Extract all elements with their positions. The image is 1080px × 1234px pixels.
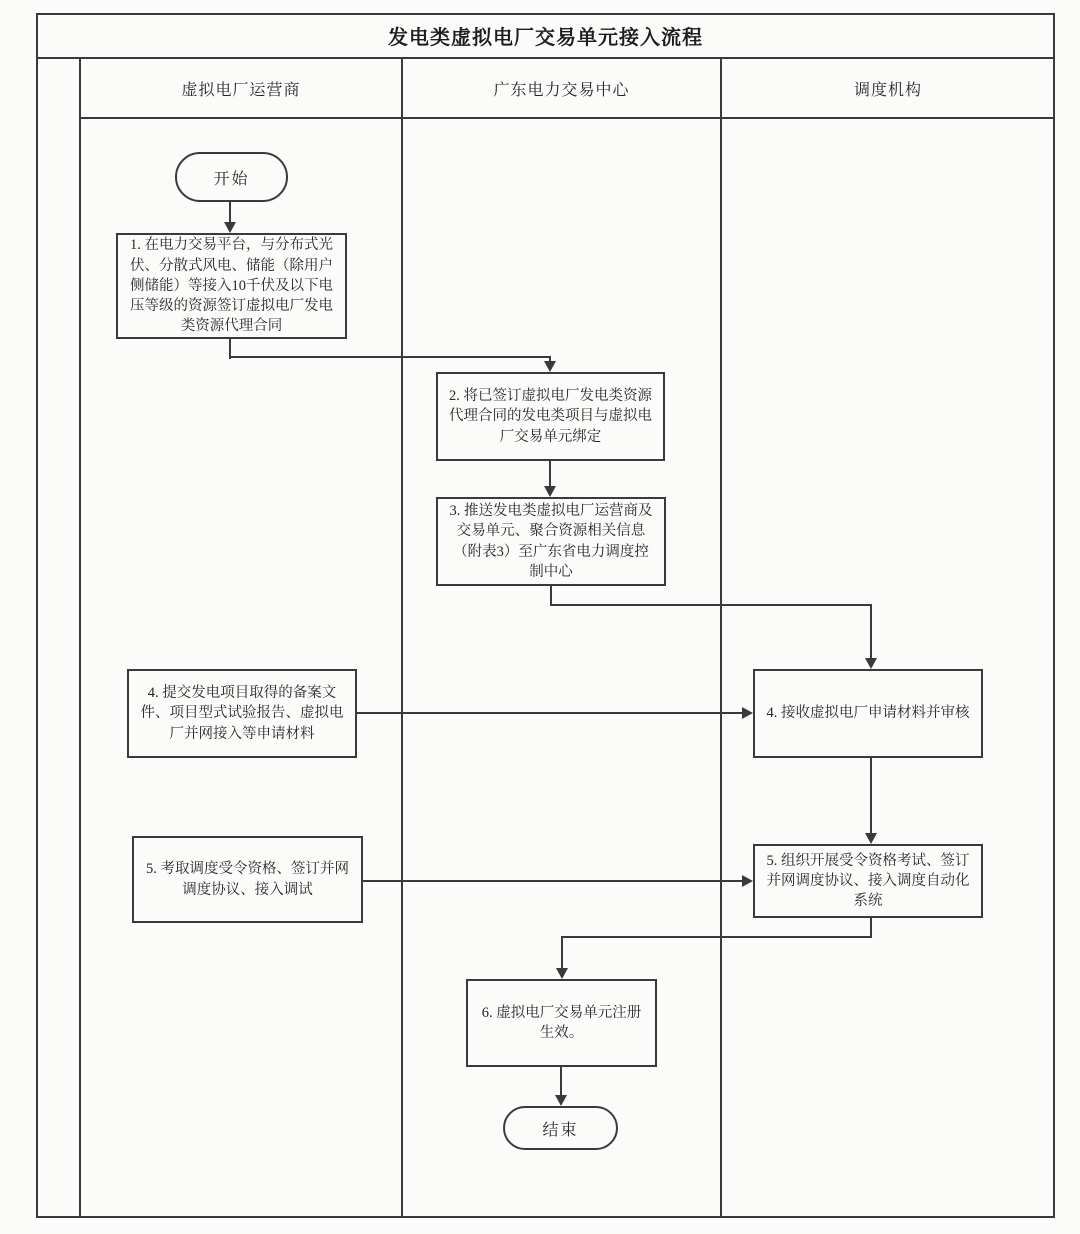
- connector-step3-step4d-v2: [870, 604, 872, 660]
- arrowhead-step3-top: [544, 486, 556, 497]
- arrowhead-step5d-top: [865, 833, 877, 844]
- connector-step2-step3: [549, 460, 551, 488]
- connector-step5o-step5d: [362, 880, 743, 882]
- connector-step1-step2-h: [229, 356, 551, 358]
- step1-box: 1. 在电力交易平台，与分布式光伏、分散式风电、储能（除用户侧储能）等接入10千伏及以下电压等级的资源签订虚拟电厂发电类资源代理合同: [116, 233, 347, 339]
- lane-header-dispatch: 调度机构: [853, 81, 922, 99]
- connector-step4d-step5d: [870, 757, 872, 835]
- arrowhead-end-top: [555, 1095, 567, 1106]
- step3-box: 3. 推送发电类虚拟电厂运营商及交易单元、聚合资源相关信息（附表3）至广东省电力调度控制中心: [436, 497, 666, 586]
- end-node: 结束: [503, 1106, 618, 1150]
- lane-header-operator: 虚拟电厂运营商: [181, 81, 301, 99]
- connector-step4o-step4d: [357, 712, 743, 714]
- page-title: 发电类虚拟电厂交易单元接入流程: [388, 27, 703, 49]
- step5-dispatch-box: 5. 组织开展受令资格考试、签订并网调度协议、接入调度自动化系统: [753, 844, 983, 918]
- arrowhead-step6-top: [556, 968, 568, 979]
- connector-step5d-step6-v2: [561, 936, 563, 970]
- connector-step3-step4d-v1: [550, 585, 552, 606]
- step5-operator-box: 5. 考取调度受令资格、签订并网调度协议、接入调试: [132, 836, 363, 923]
- connector-step5d-step6-h: [561, 936, 872, 938]
- step2-box: 2. 将已签订虚拟电厂发电类资源代理合同的发电类项目与虚拟电厂交易单元绑定: [436, 372, 665, 461]
- start-node: 开始: [175, 152, 288, 202]
- step6-box: 6. 虚拟电厂交易单元注册生效。: [466, 979, 657, 1067]
- arrowhead-step4d-top: [865, 658, 877, 669]
- step4-dispatch-box: 4. 接收虚拟电厂申请材料并审核: [753, 669, 983, 758]
- connector-step6-end: [560, 1066, 562, 1097]
- lane-divider-2: [720, 58, 722, 1218]
- arrowhead-step2-top: [544, 361, 556, 372]
- connector-step5d-step6-v1: [870, 917, 872, 938]
- margin-column-divider: [79, 58, 81, 1218]
- connector-start-step1: [229, 202, 231, 224]
- lane-header-trading-center: 广东电力交易中心: [493, 81, 630, 99]
- lane-divider-1: [401, 58, 403, 1218]
- arrowhead-step1-top: [224, 222, 236, 233]
- step4-operator-box: 4. 提交发电项目取得的备案文件、项目型式试验报告、虚拟电厂并网接入等申请材料: [127, 669, 357, 758]
- arrowhead-step4d-left: [742, 707, 753, 719]
- connector-step3-step4d-h: [550, 604, 872, 606]
- arrowhead-step5d-left: [742, 875, 753, 887]
